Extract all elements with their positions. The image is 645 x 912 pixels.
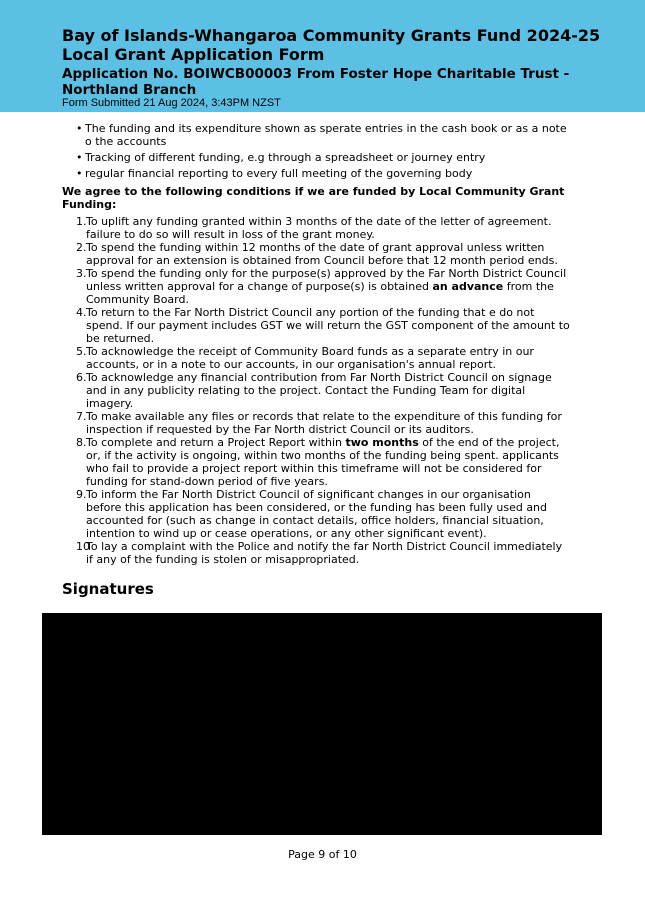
item-text: of the end of the project, <box>418 436 560 449</box>
list-item <box>76 151 576 164</box>
list-item <box>62 488 572 540</box>
item-number: 2. <box>76 241 87 254</box>
item-line: if any of the funding is stolen or misappropriated. <box>86 553 360 566</box>
list-item <box>62 540 572 566</box>
list-item <box>62 371 572 410</box>
bullet-icon: • <box>76 167 83 180</box>
item-number: 5. <box>76 345 87 358</box>
item-text: To complete and return a Project Report within <box>86 436 346 449</box>
item-line <box>86 436 572 449</box>
page-number: Page 9 of 10 <box>288 848 357 861</box>
agreement-heading: We agree to the following conditions if we are funded by Local Community Grant Funding: <box>62 185 565 211</box>
application-line-1: Application No. BOIWCB00003 From Foster Hope Charitable Trust - <box>62 66 570 82</box>
item-line: who fail to provide a project report within this timeframe will not be considered for <box>86 462 542 475</box>
signature-redaction-block <box>42 613 602 835</box>
item-number: 9. <box>76 488 87 501</box>
item-text: from the <box>503 280 554 293</box>
item-line: accounts, or in a note to our accounts, in our organisation's annual report. <box>86 358 497 371</box>
item-number: 7. <box>76 410 87 423</box>
item-number: 1. <box>76 215 87 228</box>
item-number: 8. <box>76 436 87 449</box>
bullet-text: regular financial reporting to every full meeting of the governing body <box>85 167 473 180</box>
item-line: To acknowledge the receipt of Community Board funds as a separate entry in our <box>86 345 534 358</box>
list-item <box>62 267 572 306</box>
signatures-heading: Signatures <box>62 580 154 598</box>
item-line: To uplift any funding granted within 3 months of the date of the letter of agreement. <box>86 215 552 228</box>
list-item <box>62 241 572 267</box>
list-item <box>62 215 572 241</box>
item-emphasis: an advance <box>432 280 504 293</box>
bullet-list <box>76 122 576 183</box>
title-line-1: Bay of Islands-Whangaroa Community Grants Fund 2024-25 <box>62 26 601 45</box>
list-item <box>76 122 576 148</box>
item-line: To lay a complaint with the Police and notify the far North District Council immediately <box>86 540 563 553</box>
list-item <box>62 306 572 345</box>
item-line: accounted for (such as change in contact details, office holders, financial situation, <box>86 514 544 527</box>
item-number: 3. <box>76 267 87 280</box>
application-title <box>62 66 632 98</box>
item-line <box>86 280 572 293</box>
title-line-2: Local Grant Application Form <box>62 45 325 64</box>
list-item <box>76 167 576 180</box>
list-item <box>62 410 572 436</box>
submitted-timestamp: Form Submitted 21 Aug 2024, 3:43PM NZST <box>62 97 281 109</box>
item-line: Community Board. <box>86 293 189 306</box>
item-line: approval for an extension is obtained from Council before that 12 month period ends. <box>86 254 558 267</box>
page-header <box>0 0 645 112</box>
item-line: failure to do so will result in loss of the grant money. <box>86 228 375 241</box>
item-line: To return to the Far North District Council any portion of the funding that e do not <box>86 306 535 319</box>
application-line-2: Northland Branch <box>62 82 197 98</box>
bullet-icon: • <box>76 151 83 164</box>
item-line: be returned. <box>86 332 155 345</box>
item-line: and in any publicity relating to the project. Contact the Funding Team for digital <box>86 384 526 397</box>
item-number: 4. <box>76 306 87 319</box>
list-item <box>62 436 572 488</box>
item-line: funding for stand-down period of five years. <box>86 475 328 488</box>
item-text: unless written approval for a change of purpose(s) is obtained <box>86 280 433 293</box>
item-line: To inform the Far North District Council of significant changes in our organisation <box>86 488 531 501</box>
bullet-text: Tracking of different funding, e.g through a spreadsheet or journey entry <box>85 151 486 164</box>
item-line: To spend the funding only for the purpose(s) approved by the Far North District Council <box>86 267 567 280</box>
item-line: spend. If our payment includes GST we will return the GST component of the amount to <box>86 319 570 332</box>
form-title <box>62 26 632 64</box>
item-line: imagery. <box>86 397 134 410</box>
item-line: To acknowledge any financial contribution from Far North District Council on signage <box>86 371 552 384</box>
list-item <box>62 345 572 371</box>
item-line: To spend the funding within 12 months of the date of grant approval unless written <box>86 241 545 254</box>
bullet-text: The funding and its expenditure shown as sperate entries in the cash book or as a note <box>85 122 567 135</box>
item-line: inspection if requested by the Far North district Council or its auditors. <box>86 423 474 436</box>
item-emphasis: two months <box>345 436 419 449</box>
item-number: 6. <box>76 371 87 384</box>
bullet-text-cont: o the accounts <box>85 135 167 148</box>
item-line: intention to wind up or cease operations, or any other significant event). <box>86 527 487 540</box>
item-line: before this application has been considered, or the funding has been fully used and <box>86 501 548 514</box>
conditions-list <box>62 215 572 566</box>
item-number: 10 <box>76 540 90 553</box>
item-line: To make available any files or records that relate to the expenditure of this funding for <box>86 410 562 423</box>
bullet-icon: • <box>76 122 83 135</box>
item-line: or, if the activity is ongoing, within two months of the funding being spent. applicants <box>86 449 559 462</box>
